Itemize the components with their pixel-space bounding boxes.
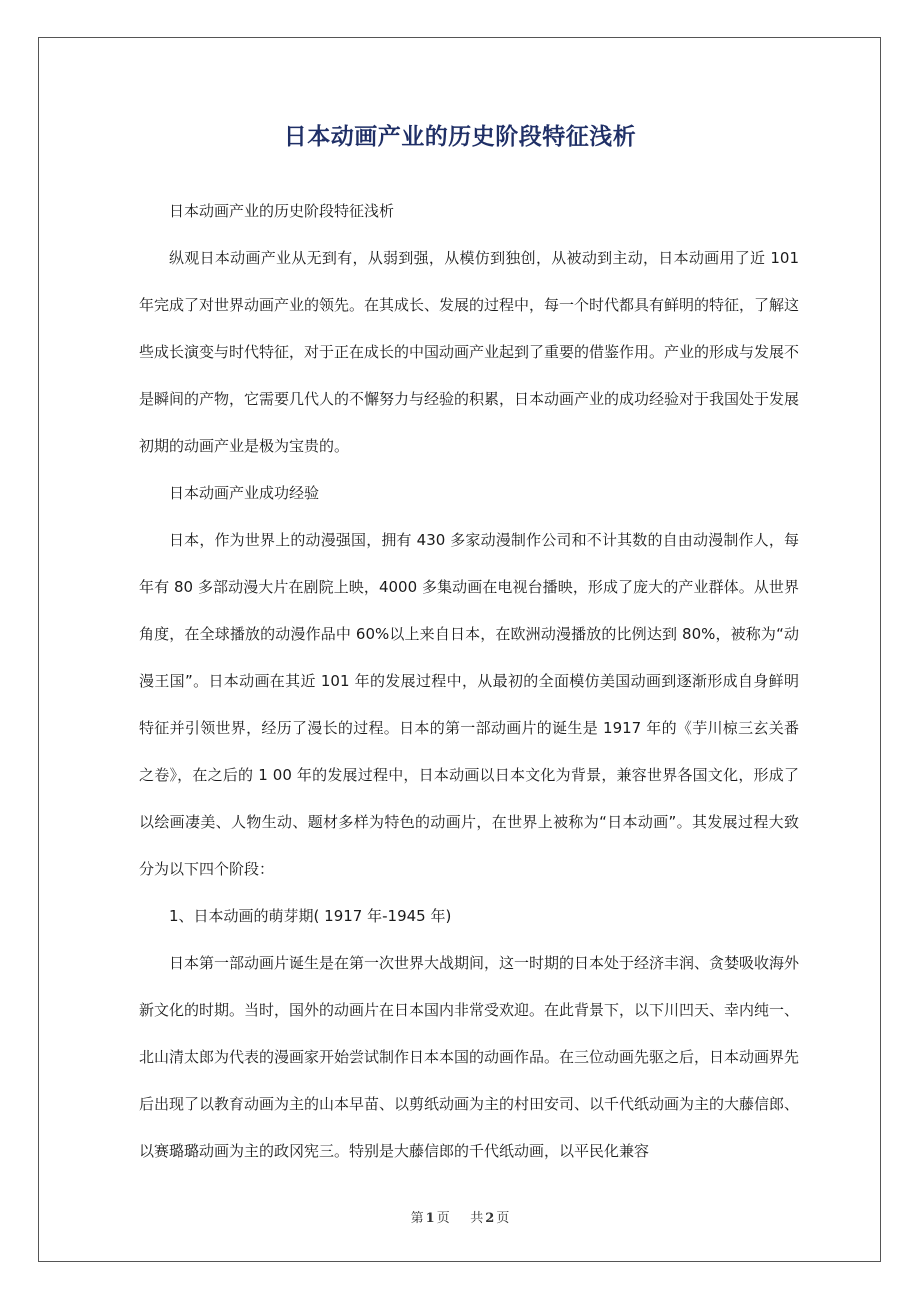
paragraph-subtitle: 日本动画产业的历史阶段特征浅析 bbox=[169, 202, 395, 220]
document-body bbox=[139, 188, 799, 1175]
page-current: 1 bbox=[425, 1211, 435, 1226]
total-prefix: 共 bbox=[470, 1211, 484, 1226]
paragraph-intro: 纵观日本动画产业从无到有，从弱到强，从模仿到独创，从被动到主动，日本动画用了近 101 年完成了对世界动画产业的领先。在其成长、发展的过程中，每一个时代都具有鲜明的特征，了解这些成长演变与时代特征，对于正在成长的中国动画产业起到了重要的借鉴作用。产业的形成与发展不是瞬间的产物，它需要几代人的不懈努力与经验的积累，日本动画产业的成功经验对于我国处于发展初期的动画产业是极为宝贵的。 bbox=[139, 249, 800, 455]
page-footer bbox=[0, 1207, 920, 1226]
paragraph-overview: 日本，作为世界上的动漫强国，拥有 430 多家动漫制作公司和不计其数的自由动漫制作人，每年有 80 多部动漫大片在剧院上映，4000 多集动画在电视台播映，形成了庞大的产业群体。从世界角度，在全球播放的动漫作品中 60%以上来自日本，在欧洲动漫播放的比例达到 80%，被称为“动漫王国”。日本动画在其近 101 年的发展过程中，从最初的全面模仿美国动画到逐渐形成自身鲜明特征并引领世界，经历了漫长的过程。日本的第一部动画片的诞生是 1917 年的《芋川椋三玄关番之卷》，在之后的 1 00 年的发展过程中，日本动画以日本文化为背景，兼容世界各国文化，形成了以绘画凄美、人物生动、题材多样为特色的动画片，在世界上被称为“日本动画”。其发展过程大致分为以下四个阶段： bbox=[139, 531, 799, 878]
page-prefix: 第 bbox=[410, 1211, 424, 1226]
total-suffix: 页 bbox=[496, 1211, 510, 1226]
stage-heading-1: 1、日本动画的萌芽期( 1917 年-1945 年) bbox=[169, 907, 452, 925]
section-heading: 日本动画产业成功经验 bbox=[169, 484, 320, 502]
paragraph-stage-1: 日本第一部动画片诞生是在第一次世界大战期间，这一时期的日本处于经济丰润、贪婪吸收海外新文化的时期。当时，国外的动画片在日本国内非常受欢迎。在此背景下，以下川凹天、幸内纯一、北山清太郎为代表的漫画家开始尝试制作日本本国的动画作品。在三位动画先驱之后，日本动画界先后出现了以教育动画为主的山本早苗、以剪纸动画为主的村田安司、以千代纸动画为主的大藤信郎、以赛璐璐动画为主的政冈宪三。特别是大藤信郎的千代纸动画，以平民化兼容 bbox=[139, 954, 800, 1160]
page-suffix: 页 bbox=[436, 1211, 450, 1226]
page-total: 2 bbox=[485, 1211, 495, 1226]
document-title: 日本动画产业的历史阶段特征浅析 bbox=[283, 124, 637, 150]
